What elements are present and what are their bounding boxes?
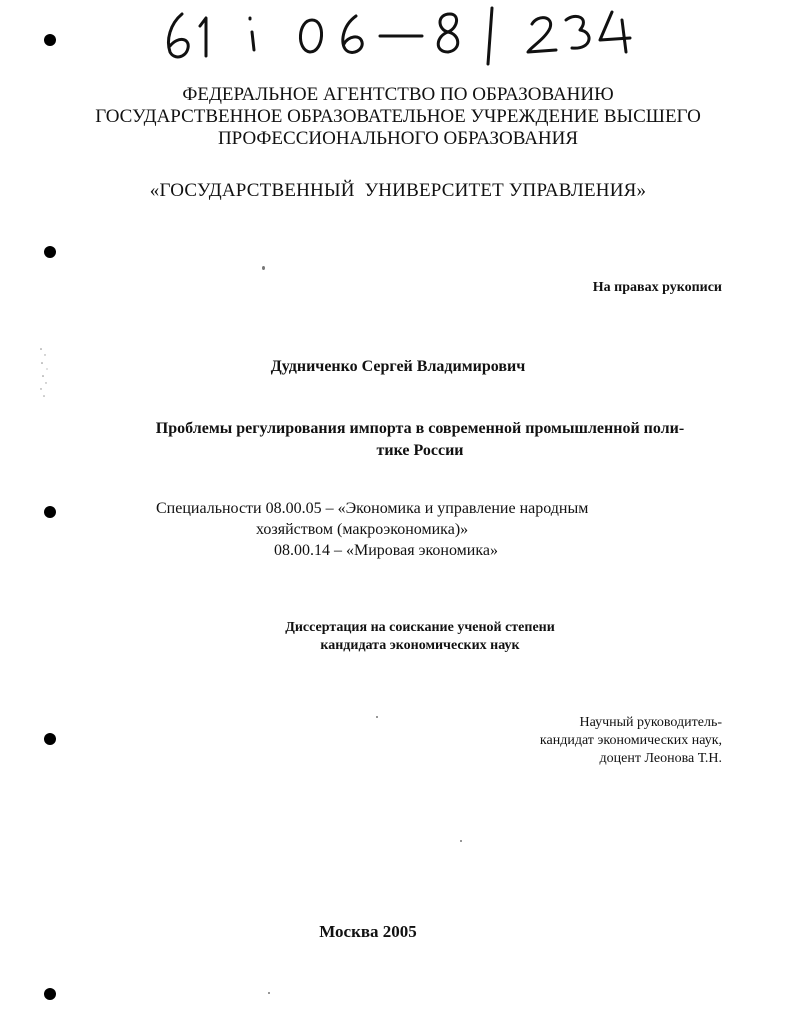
advisor-line1: Научный руководитель- [579, 715, 722, 730]
binder-hole [44, 733, 56, 745]
institution-header [0, 84, 796, 150]
scan-speck [376, 716, 378, 718]
scan-speck [460, 840, 462, 842]
specialty-line3: 08.00.14 – «Мировая экономика» [274, 542, 498, 559]
handwritten-catalog-number [160, 6, 640, 66]
specialty-line1: Специальности 08.00.05 – «Экономика и управление народным [156, 500, 589, 517]
scan-speck [268, 992, 270, 994]
specialties [156, 498, 676, 561]
degree-line1: Диссертация на соискание ученой степени [285, 620, 555, 635]
rights-note: На правах рукописи [592, 280, 722, 295]
binder-hole [44, 246, 56, 258]
city-year: Москва 2005 [319, 922, 417, 941]
advisor-line2: кандидат экономических наук, [539, 733, 722, 748]
binder-hole [44, 506, 56, 518]
title-line1: Проблемы регулирования импорта в современной промышленной поли- [155, 420, 685, 437]
dissertation-degree [22, 619, 796, 655]
institution-name-line1: ГОСУДАРСТВЕННОЕ ОБРАЗОВАТЕЛЬНОЕ УЧРЕЖДЕНИЕ ВЫСШЕГО [95, 106, 701, 127]
author-name: Дудниченко Сергей Владимирович [270, 358, 526, 375]
institution-name-line2: ПРОФЕССИОНАЛЬНОГО ОБРАЗОВАНИЯ [217, 128, 579, 149]
title-line2: тике России [376, 442, 464, 459]
binder-hole [44, 34, 56, 46]
dissertation-title [120, 418, 720, 462]
degree-line2: кандидата экономических наук [320, 638, 520, 653]
university-name: «ГОСУДАРСТВЕННЫЙ УНИВЕРСИТЕТ УПРАВЛЕНИЯ» [149, 180, 647, 201]
specialty-line2: хозяйством (макроэкономика)» [256, 521, 469, 538]
scan-speck [262, 266, 265, 270]
agency-name: ФЕДЕРАЛЬНОЕ АГЕНТСТВО ПО ОБРАЗОВАНИЮ [182, 84, 614, 105]
scientific-advisor [540, 714, 722, 768]
advisor-line3: доцент Леонова Т.Н. [599, 751, 722, 766]
binder-hole [44, 988, 56, 1000]
